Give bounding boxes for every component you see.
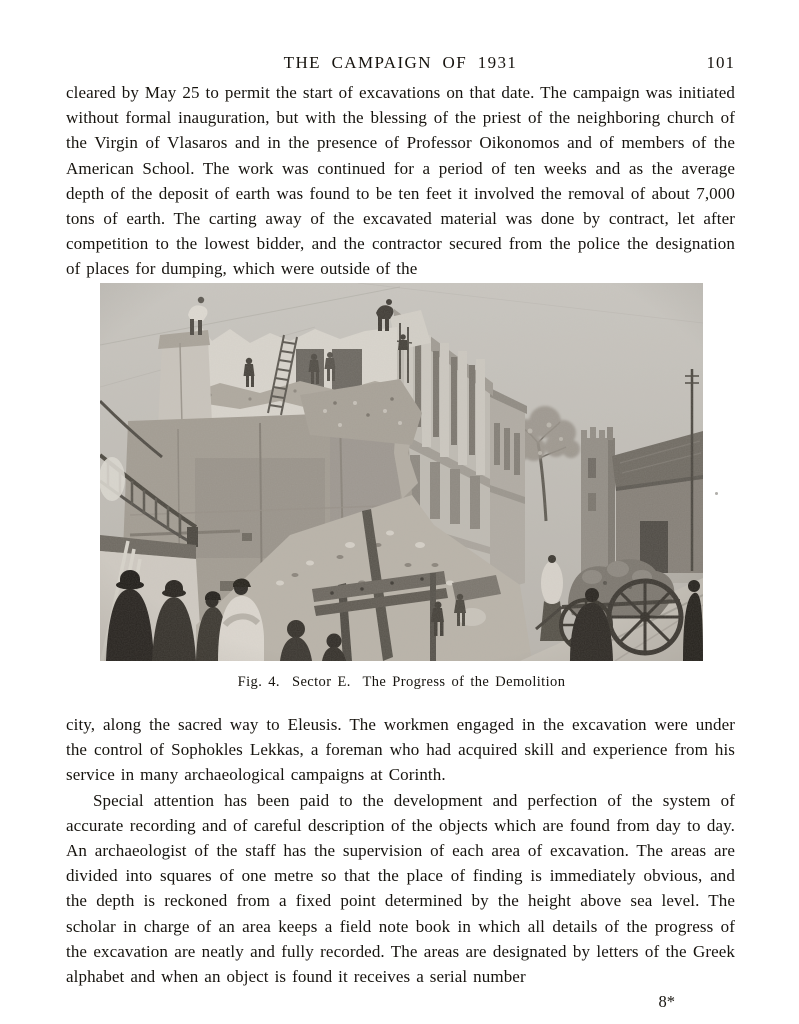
figure-caption: Fig. 4. Sector E. The Progress of the Demolition — [237, 674, 566, 690]
signature-mark: 8* — [658, 992, 675, 1012]
scan-speck — [715, 492, 718, 495]
figure-4 — [100, 283, 703, 691]
lower-text-block — [66, 712, 735, 1012]
page-header — [66, 53, 735, 73]
running-title: THE CAMPAIGN OF 1931 — [283, 53, 518, 72]
page-number: 101 — [706, 53, 735, 72]
paragraph-special: Special attention has been paid to the development and perfection of the system of accurate recording and of careful description of the objects which are found from day to day. An archaeologist of the staff has the supervision of each area of excavation. The areas are divided into squares of one metre so that the place of finding is immediately obvious, and the depth is reckoned from a fixed point determined by the height above sea level. The scholar in charge of an area keeps a field note book in which all details of the progress of the excavation are neatly and fully recorded. The areas are designated by letters of the Greek alphabet and when an object is found it receives a serial number — [66, 790, 735, 987]
paragraph-continuation: cleared by May 25 to permit the start of excavations on that date. The campaign was initiated without formal inauguration, but with the blessing of the priest of the neighboring church of the Virgin of Vlasaros and in the presence of Professor Oikonomos and of members of the American School. The work was continued for a period of ten weeks and as the average depth of the deposit of earth was found to be ten feet it involved the removal of about 7,000 tons of earth. The carting away of the excavated material was done by contract, let after competition to the lowest bidder, and the contractor secured from the police the designation of places for dumping, which were outside of the — [66, 83, 735, 279]
demolition-photo-illustration — [100, 283, 703, 661]
paragraph-city: city, along the sacred way to Eleusis. The workmen engaged in the excavation were under the control of Sophokles Lekkas, a foreman who had acquired skill and experience from his service in many archaeological campaigns at Corinth. — [66, 715, 735, 785]
demolition-photo — [100, 283, 703, 661]
